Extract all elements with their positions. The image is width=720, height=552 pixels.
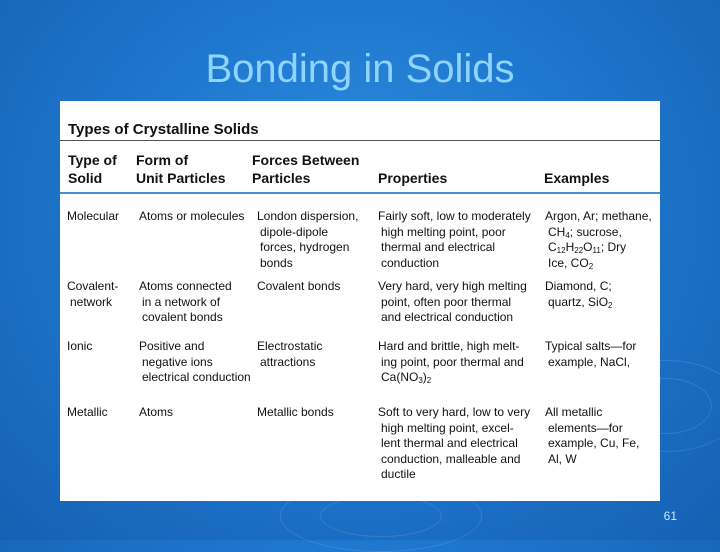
- cell-type: Ionic: [67, 339, 93, 353]
- header-form-of-unit-particles: Form of Unit Particles: [136, 152, 226, 186]
- cell-unit: Positive and negative ions electrical conduction: [139, 339, 251, 384]
- cell-forces: Covalent bonds: [257, 279, 341, 293]
- cell-properties: Very hard, very high melting point, often poor thermal and electrical conduction: [378, 279, 527, 324]
- cell-forces: Electrostatic attractions: [257, 339, 323, 369]
- header-type-of-solid: Type of Solid: [68, 152, 117, 186]
- cell-examples: Diamond, C; quartz, SiO$_2$: [545, 279, 613, 310]
- header-forces-between-particles: Forces Between Particles: [252, 152, 360, 186]
- cell-type: Molecular: [67, 209, 120, 223]
- cell-forces: Metallic bonds: [257, 405, 334, 419]
- cell-examples: Typical salts—for example, NaCl,: [545, 339, 637, 369]
- cell-type: Metallic: [67, 405, 108, 419]
- cell-unit: Atoms connected in a network of covalent bonds: [139, 279, 232, 324]
- cell-unit: Atoms or molecules: [139, 209, 245, 223]
- slide-title: Bonding in Solids: [205, 47, 515, 91]
- cell-properties: Hard and brittle, high melt- ing point, poor thermal and $Ca(NO_3)_2$: [378, 339, 524, 385]
- cell-forces: London dispersion, dipole-dipole forces, hydrogen bonds: [257, 209, 359, 270]
- header-examples: Examples: [544, 170, 610, 186]
- cell-examples: All metallic elements—for example, Cu, Fe, Al, W: [545, 405, 640, 466]
- cell-unit: Atoms: [139, 405, 174, 419]
- header-bottom-rule: [60, 192, 660, 194]
- table-title: Types of Crystalline Solids: [68, 121, 259, 138]
- cell-properties: Soft to very hard, low to very high melting point, excel- lent thermal and electrical conduction, malleable and ductile: [378, 405, 531, 481]
- page-number: 61: [663, 509, 677, 523]
- ripple-decoration: [320, 495, 442, 537]
- cell-examples: Argon, Ar; methane, $CH_4$; sucrose, $C_{12}H_{22}O_{11}$; Dry Ice, $CO_2$: [545, 209, 652, 271]
- cell-type: Covalent- network: [67, 279, 119, 309]
- table-panel: [60, 101, 660, 501]
- header-properties: Properties: [378, 170, 448, 186]
- table-top-rule: [60, 140, 660, 141]
- cell-properties: Fairly soft, low to moderately high melting point, poor thermal and electrical conduction: [378, 209, 531, 270]
